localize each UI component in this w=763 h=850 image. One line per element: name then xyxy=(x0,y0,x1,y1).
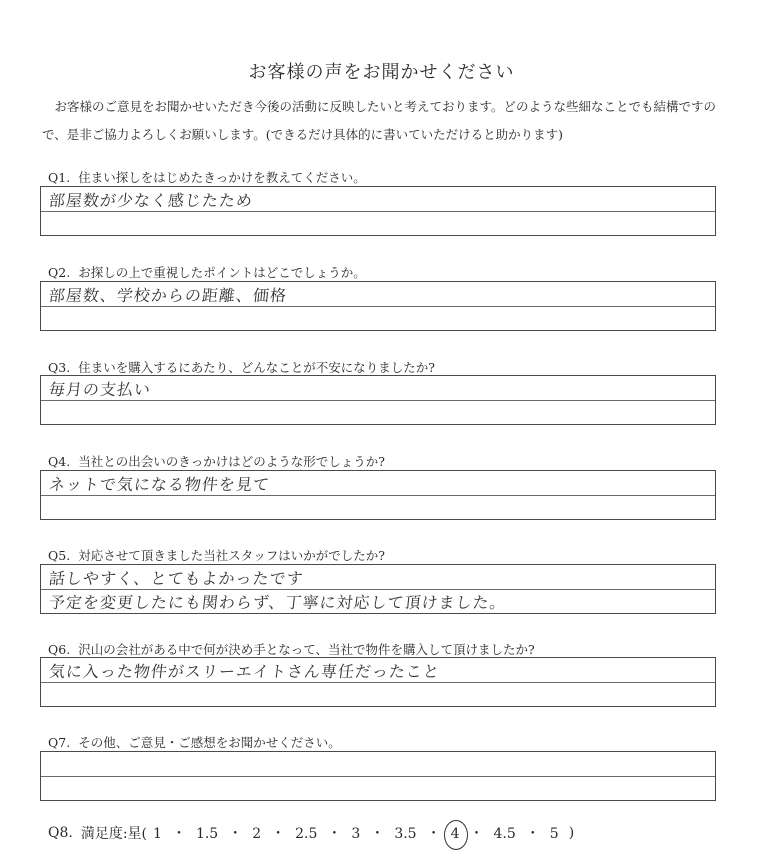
question-text: 沢山の会社がある中で何が決め手となって、当社で物件を購入して頂けましたか? xyxy=(78,642,535,657)
answer-line: 部屋数、学校からの距離、価格 xyxy=(47,286,288,305)
rating-option-1[interactable]: 1 xyxy=(153,826,162,842)
question-text: 対応させて頂きました当社スタッフはいかがでしたか? xyxy=(78,548,385,563)
rating-separator: ・ xyxy=(370,826,385,842)
rating-separator: ・ xyxy=(327,826,342,842)
question-7 xyxy=(48,733,341,751)
rating-option-3-5[interactable]: 3.5 xyxy=(394,826,417,842)
question-text: 当社との出会いのきっかけはどのような形でしょうか? xyxy=(78,454,385,469)
rating-separator: ・ xyxy=(426,826,441,842)
answer-line: 話しやすく、とてもよかったです xyxy=(47,569,305,588)
answer-line: ネットで気になる物件を見て xyxy=(47,475,271,494)
rating-option-2-5[interactable]: 2.5 xyxy=(295,826,318,842)
rating-option-4[interactable]: 4 xyxy=(450,826,460,842)
answer-box-6[interactable] xyxy=(40,657,716,707)
question-number: Q1. xyxy=(48,170,71,185)
answer-box-1[interactable] xyxy=(40,186,716,236)
intro-text: お客様のご意見をお聞かせいただき今後の活動に反映したいと考えております。どのような些細なことでも結構ですので、是非ご協力よろしくお願いします。(できるだけ具体的に書いていただけると助かります) xyxy=(42,99,717,142)
rating-options xyxy=(147,823,565,843)
rating-option-5[interactable]: 5 xyxy=(549,826,559,842)
page-title: お客様の声をお聞かせください xyxy=(248,62,515,83)
question-number: Q3. xyxy=(48,360,71,375)
rating-option-1-5[interactable]: 1.5 xyxy=(195,826,219,842)
answer-line: 気に入った物件がスリーエイトさん専任だったこと xyxy=(47,662,441,681)
rating-separator: ・ xyxy=(525,826,540,842)
question-number: Q5. xyxy=(48,548,71,563)
answer-line: 部屋数が少なく感じたため xyxy=(47,191,254,210)
answer-box-5[interactable] xyxy=(40,564,716,614)
satisfaction-rating xyxy=(48,823,574,843)
question-6 xyxy=(48,640,535,658)
question-number: Q6. xyxy=(48,642,71,657)
question-number: Q7. xyxy=(48,735,71,750)
answer-line: 毎月の支払い xyxy=(47,380,152,399)
question-text: 住まいを購入するにあたり、どんなことが不安になりましたか? xyxy=(78,360,435,375)
question-3 xyxy=(48,358,435,376)
rating-option-4-5[interactable]: 4.5 xyxy=(493,826,516,842)
question-2 xyxy=(48,263,366,281)
answer-box-3[interactable] xyxy=(40,375,716,425)
rating-separator: ・ xyxy=(271,826,286,842)
question-number: Q8. xyxy=(48,825,73,841)
rating-option-3[interactable]: 3 xyxy=(351,826,361,842)
question-5 xyxy=(48,546,385,564)
question-text: その他、ご意見・ご感想をお聞かせください。 xyxy=(78,735,341,750)
rating-separator: ・ xyxy=(228,826,243,842)
question-number: Q2. xyxy=(48,265,71,280)
answer-box-4[interactable] xyxy=(40,470,716,520)
rating-label: 満足度:星( xyxy=(80,826,148,842)
rating-separator: ・ xyxy=(469,826,484,842)
rating-option-2[interactable]: 2 xyxy=(252,826,262,842)
question-text: 住まい探しをはじめたきっかけを教えてください。 xyxy=(78,170,366,185)
question-number: Q4. xyxy=(48,454,71,469)
answer-box-2[interactable] xyxy=(40,281,716,331)
rating-close: ) xyxy=(568,825,575,841)
question-text: お探しの上で重視したポイントはどこでしょうか。 xyxy=(78,265,366,280)
answer-line: 予定を変更したにも関わらず、丁寧に対応して頂けました。 xyxy=(47,593,508,612)
question-1 xyxy=(48,168,366,186)
answer-box-7[interactable] xyxy=(40,751,716,801)
question-4 xyxy=(48,452,385,470)
rating-separator: ・ xyxy=(171,826,186,842)
